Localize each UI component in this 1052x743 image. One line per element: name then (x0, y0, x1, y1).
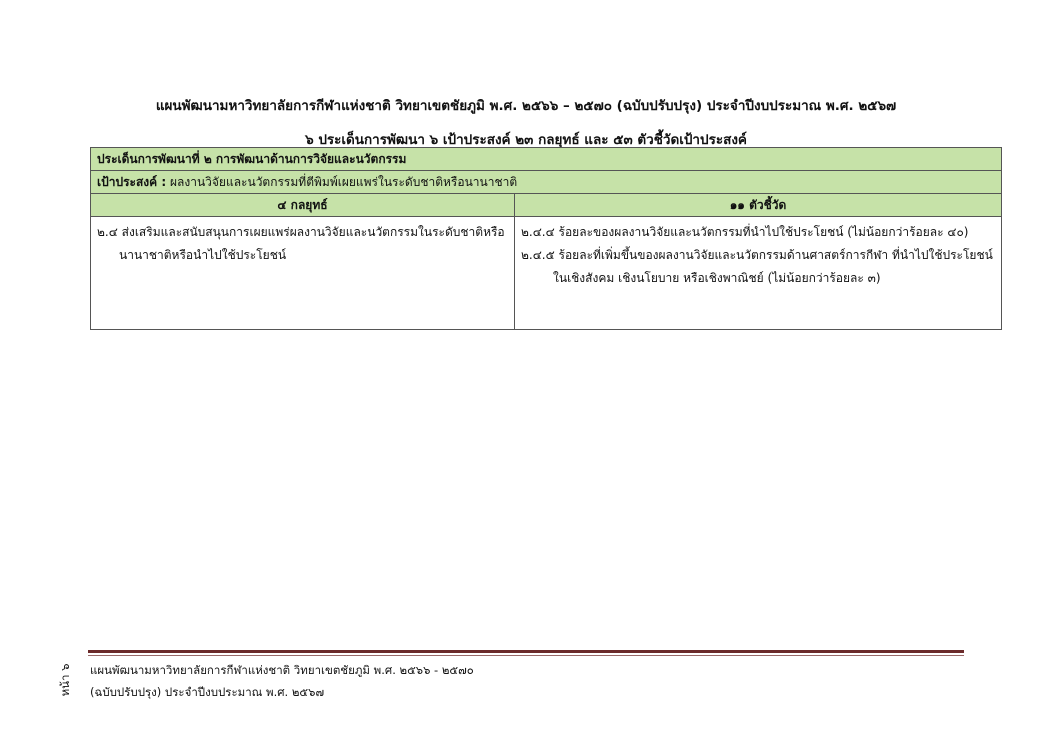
indicator-code: ๒.๔.๕ (521, 248, 555, 262)
indicator-item (521, 244, 995, 290)
strategies-cell (91, 217, 515, 330)
footer-divider (88, 650, 964, 653)
development-issue: ประเด็นการพัฒนาที่ ๒ การพัฒนาด้านการวิจัยและนวัตกรรม (91, 148, 1002, 171)
strategy-table (90, 147, 1002, 330)
indicator-text: ร้อยละของผลงานวิจัยและนวัตกรรมที่นำไปใช้ประโยชน์ (ไม่น้อยกว่าร้อยละ ๔๐) (558, 225, 969, 239)
table-header-row (91, 194, 1002, 217)
goal-row (91, 171, 1002, 194)
strategy-item (97, 221, 508, 267)
page-number: หน้า ๖ (58, 663, 72, 697)
strategy-text: ส่งเสริมและสนับสนุนการเผยแพร่ผลงานวิจัยและนวัตกรรมในระดับชาติหรือนานาชาติหรือนำไปใช้ประโยชน์ (119, 225, 505, 262)
goal-cell (91, 171, 1002, 194)
indicator-text: ร้อยละที่เพิ่มขึ้นของผลงานวิจัยและนวัตกรรมด้านศาสตร์การกีฬา ที่นำไปใช้ประโยชน์ในเชิงสังคม เชิงนโยบาย หรือเชิงพาณิชย์ (ไม่น้อยกว่าร้อยละ ๓) (553, 248, 993, 285)
issue-row (91, 148, 1002, 171)
strategies-header: ๔ กลยุทธ์ (91, 194, 515, 217)
goal-text: ผลงานวิจัยและนวัตกรรมที่ตีพิมพ์เผยแพร่ในระดับชาติหรือนานาชาติ (166, 175, 518, 189)
indicator-item (521, 221, 995, 244)
indicator-code: ๒.๔.๔ (521, 225, 555, 239)
footer-line-2: (ฉบับปรับปรุง) ประจำปีงบประมาณ พ.ศ. ๒๕๖๗ (90, 685, 325, 699)
goal-label: เป้าประสงค์ : (97, 175, 167, 189)
footer-line-1: แผนพัฒนามหาวิทยาลัยการกีฬาแห่งชาติ วิทยาเขตชัยภูมิ พ.ศ. ๒๕๖๖ - ๒๕๗๐ (90, 663, 474, 677)
strategy-code: ๒.๔ (97, 225, 118, 239)
document-subtitle: ๖ ประเด็นการพัฒนา ๖ เป้าประสงค์ ๒๓ กลยุทธ์ และ ๕๓ ตัวชี้วัดเป้าประสงค์ (305, 132, 747, 148)
indicators-header: ๑๑ ตัวชี้วัด (515, 194, 1002, 217)
document-title: แผนพัฒนามหาวิทยาลัยการกีฬาแห่งชาติ วิทยาเขตชัยภูมิ พ.ศ. ๒๕๖๖ – ๒๕๗๐ (ฉบับปรับปรุง) ประจำปีงบประมาณ พ.ศ. ๒๕๖๗ (155, 98, 897, 114)
table-row (91, 217, 1002, 330)
indicators-cell (515, 217, 1002, 330)
footer-divider-thin (88, 655, 964, 656)
